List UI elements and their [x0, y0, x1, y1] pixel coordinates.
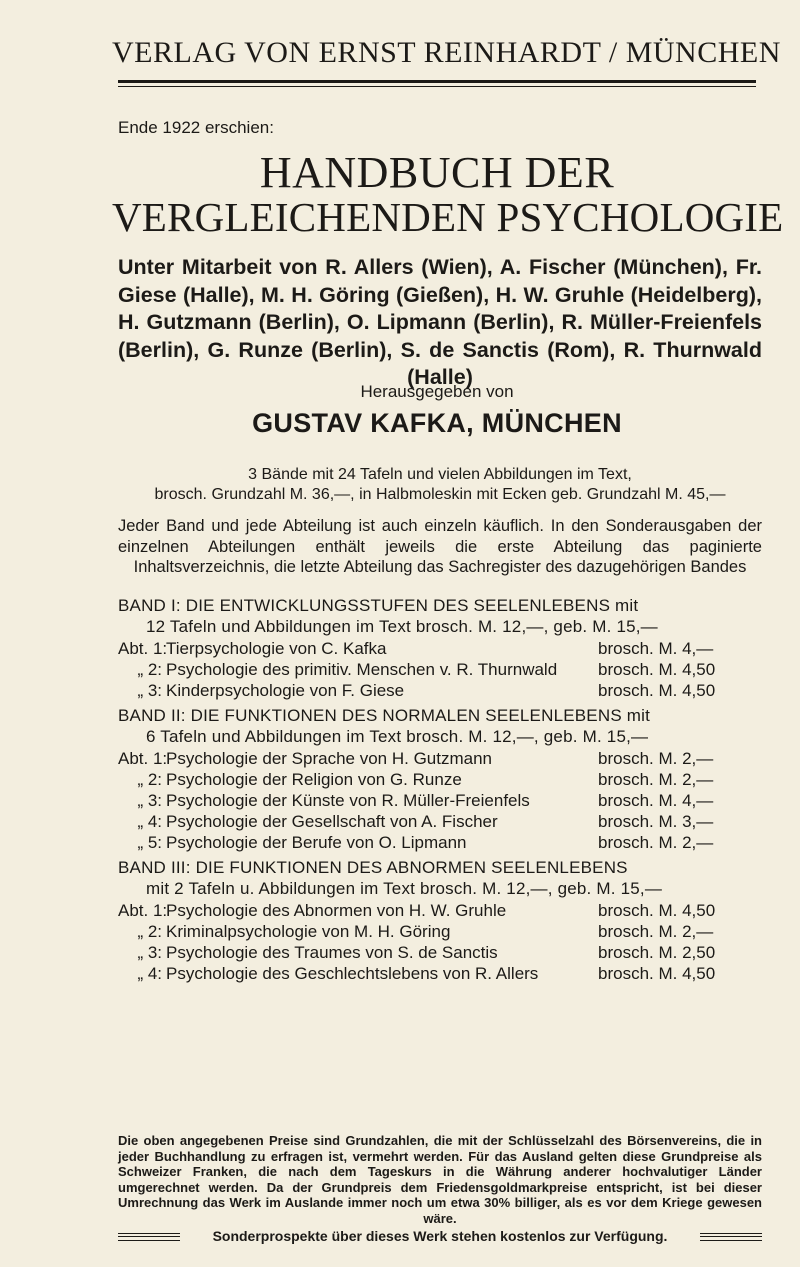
- section-number: Abt. 1:: [118, 639, 168, 658]
- section-number: „ 2:: [137, 660, 162, 679]
- list-item: [118, 680, 762, 701]
- section-title: Psychologie der Religion von G. Runze: [166, 770, 462, 789]
- section-title: Psychologie der Berufe von O. Lipmann: [166, 833, 467, 852]
- prospectus-note-line: [118, 1226, 762, 1246]
- section-title: Psychologie des Traumes von S. de Sanctis: [166, 943, 498, 962]
- section-price: brosch. M. 2,—: [598, 833, 714, 852]
- ornamental-rule-right: [700, 1233, 762, 1241]
- list-item: [118, 921, 762, 942]
- header-rule-thin: [118, 86, 756, 87]
- section-number: Abt. 1:: [118, 901, 168, 920]
- publisher-header: VERLAG VON ERNST REINHARDT / MÜNCHEN: [112, 36, 781, 69]
- section-price: brosch. M. 4,50: [598, 681, 716, 700]
- band-3-heading: [118, 858, 768, 899]
- list-item: [118, 942, 762, 963]
- band-2-title: BAND II: DIE FUNKTIONEN DES NORMALEN SEELENLEBENS mit: [118, 706, 651, 725]
- section-price: brosch. M. 2,—: [598, 770, 714, 789]
- section-title: Psychologie des Geschlechtslebens von R. Allers: [166, 964, 539, 983]
- list-item: [118, 832, 762, 853]
- section-price: brosch. M. 4,—: [598, 639, 714, 658]
- editor-name: GUSTAV KAFKA, MÜNCHEN: [252, 408, 622, 438]
- publication-date-line: Ende 1922 erschien:: [118, 118, 274, 137]
- band-3-title: BAND III: DIE FUNKTIONEN DES ABNORMEN SEELENLEBENS: [118, 858, 628, 877]
- contributors-paragraph: Unter Mitarbeit von R. Allers (Wien), A. Fischer (München), Fr. Giese (Halle), M. H. Göring (Gießen), H. W. Gruhle (Heidelberg), H. Gutzmann (Berlin), O. Lipmann (Berlin), R. Müller-Freienfels (Berlin), G. Runze (Berlin), S. de Sanctis (Rom), R. Thurnwald (Halle): [118, 255, 762, 389]
- list-item: [118, 963, 762, 984]
- list-item: [118, 638, 762, 659]
- section-price: brosch. M. 2,50: [598, 943, 716, 962]
- section-number: „ 5:: [137, 833, 162, 852]
- section-number: „ 3:: [137, 681, 162, 700]
- section-price: brosch. M. 4,—: [598, 791, 714, 810]
- section-title: Psychologie der Sprache von H. Gutzmann: [166, 749, 493, 768]
- pricing-line-2: brosch. Grundzahl M. 36,—, in Halbmoleskin mit Ecken geb. Grundzahl M. 45,—: [154, 486, 726, 503]
- list-item: [118, 659, 762, 680]
- list-item: [118, 811, 762, 832]
- list-item: [118, 790, 762, 811]
- list-item: [118, 748, 762, 769]
- availability-note: Jeder Band und jede Abteilung ist auch einzeln käuflich. In den Sonderausgaben der einzelnen Abteilungen enthält jeweils die erste Abteilung das paginierte Inhaltsverzeichnis, die letzte Abteilung das Sachregister des dazugehörigen Bandes: [118, 517, 762, 576]
- section-price: brosch. M. 4,50: [598, 964, 716, 983]
- section-title: Psychologie des Abnormen von H. W. Gruhle: [166, 901, 507, 920]
- pricing-summary: [118, 465, 762, 505]
- section-title: Tierpsychologie von C. Kafka: [166, 639, 387, 658]
- header-rule-thick: [118, 80, 756, 83]
- section-number: „ 4:: [137, 812, 162, 831]
- band-3-subtitle: mit 2 Tafeln u. Abbildungen im Text brosch. M. 12,—, geb. M. 15,—: [146, 878, 663, 898]
- band-2-subtitle: 6 Tafeln und Abbildungen im Text brosch. M. 12,—, geb. M. 15,—: [146, 726, 649, 746]
- section-number: „ 3:: [137, 943, 162, 962]
- price-footnote: Die oben angegebenen Preise sind Grundzahlen, die mit der Schlüsselzahl des Börsenvereins, die in jeder Buchhandlung zu erfragen ist, vermehrt werden. Für das Ausland gelten diese Grundpreise als Schweizer Franken, die nach dem Tageskurs in die Währung anderer hochvalutiger Länder umgerechnet werden. Da der Grundpreis dem Friedensgoldmarkpreise entspricht, ist bei dieser Umrechnung das Werk im Auslande immer noch um etwa 30% billiger, als es vor dem Kriege gewesen wäre.: [118, 1133, 762, 1226]
- list-item: [118, 900, 762, 921]
- book-title-line-2: VERGLEICHENDEN PSYCHOLOGIE: [112, 194, 784, 240]
- section-number: Abt. 1:: [118, 749, 168, 768]
- section-title: Psychologie der Gesellschaft von A. Fischer: [166, 812, 498, 831]
- section-title: Psychologie der Künste von R. Müller-Freienfels: [166, 791, 530, 810]
- pricing-line-1: 3 Bände mit 24 Tafeln und vielen Abbildungen im Text,: [248, 466, 632, 483]
- band-1-heading: [118, 596, 768, 637]
- section-title: Kriminalpsychologie von M. H. Göring: [166, 922, 451, 941]
- section-number: „ 3:: [137, 791, 162, 810]
- section-price: brosch. M. 2,—: [598, 749, 714, 768]
- section-price: brosch. M. 3,—: [598, 812, 714, 831]
- section-number: „ 4:: [137, 964, 162, 983]
- section-price: brosch. M. 4,50: [598, 901, 716, 920]
- editor-label: Herausgegeben von: [360, 382, 514, 401]
- section-title: Kinderpsychologie von F. Giese: [166, 681, 405, 700]
- section-title: Psychologie des primitiv. Menschen v. R. Thurnwald: [166, 660, 558, 679]
- section-number: „ 2:: [137, 922, 162, 941]
- section-price: brosch. M. 4,50: [598, 660, 716, 679]
- section-price: brosch. M. 2,—: [598, 922, 714, 941]
- ornamental-rule-left: [118, 1233, 180, 1241]
- section-number: „ 2:: [137, 770, 162, 789]
- band-2-heading: [118, 706, 768, 747]
- band-1-subtitle: 12 Tafeln und Abbildungen im Text brosch. M. 12,—, geb. M. 15,—: [146, 616, 658, 636]
- book-title-line-1: HANDBUCH DER: [259, 148, 615, 197]
- prospectus-note: Sonderprospekte über dieses Werk stehen kostenlos zur Verfügung.: [212, 1228, 668, 1244]
- band-1-title: BAND I: DIE ENTWICKLUNGSSTUFEN DES SEELENLEBENS mit: [118, 596, 639, 615]
- list-item: [118, 769, 762, 790]
